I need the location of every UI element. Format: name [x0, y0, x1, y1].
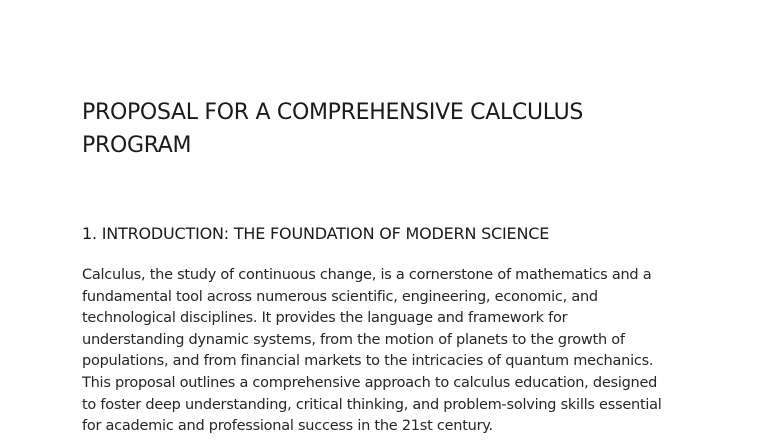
paragraph-line: to foster deep understanding, critical thinking, and problem-solving skills essential: [82, 396, 662, 413]
section-heading-introduction: 1. INTRODUCTION: THE FOUNDATION OF MODERN SCIENCE: [82, 224, 550, 243]
paragraph-line: fundamental tool across numerous scientific, engineering, economic, and: [82, 288, 598, 305]
paragraph-line: populations, and from financial markets to the intricacies of quantum mechanics.: [82, 353, 654, 370]
paragraph-line: understanding dynamic systems, from the motion of planets to the growth of: [82, 331, 625, 348]
title-line: PROGRAM: [82, 133, 192, 158]
paragraph-line: This proposal outlines a comprehensive approach to calculus education, designed: [82, 374, 658, 391]
introduction-paragraph: [82, 265, 722, 438]
title-line: PROPOSAL FOR A COMPREHENSIVE CALCULUS: [82, 100, 584, 125]
paragraph-line: technological disciplines. It provides the language and framework for: [82, 310, 568, 327]
paragraph-line: Calculus, the study of continuous change, is a cornerstone of mathematics and a: [82, 267, 652, 283]
document-title: [82, 96, 682, 162]
paragraph-line: for academic and professional success in the 21st century.: [82, 418, 493, 435]
